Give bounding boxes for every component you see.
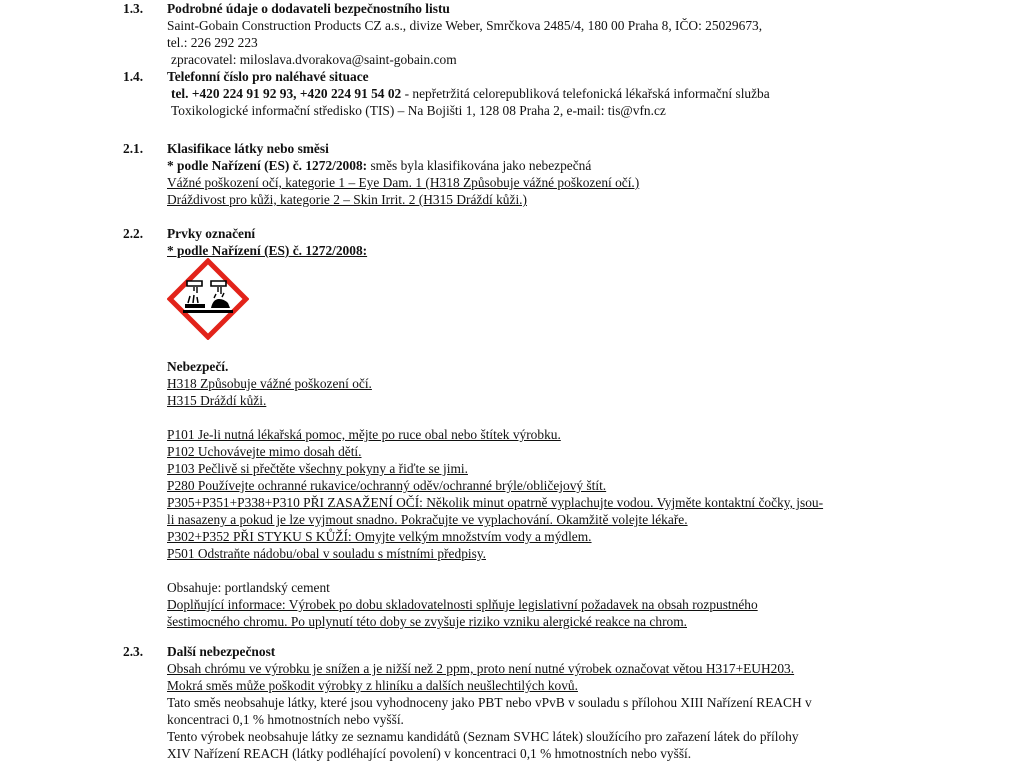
h-statement: H315 Dráždí kůži. bbox=[167, 393, 267, 408]
supplier-contact-email: zpracovatel: miloslava.dvorakova@saint-gobain.com bbox=[171, 52, 457, 67]
supplementary-info: Doplňující informace: Výrobek po dobu skladovatelnosti splňuje legislativní požadavek na obsah rozpustného bbox=[167, 597, 758, 612]
section-number: 2.2. bbox=[123, 226, 144, 241]
emergency-phone-numbers: tel. +420 224 91 92 93, +420 224 91 54 02 bbox=[171, 86, 402, 101]
classification-result: směs byla klasifikována jako nebezpečná bbox=[367, 158, 592, 173]
p-statement: P280 Používejte ochranné rukavice/ochranný oděv/ochranné brýle/obličejový štít. bbox=[167, 478, 607, 493]
p-statement: P102 Uchovávejte mimo dosah dětí. bbox=[167, 444, 362, 459]
chromium-note: Obsah chrómu ve výrobku je snížen a je nižší než 2 ppm, proto není nutné výrobek označovat větou H317+EUH203. bbox=[167, 661, 795, 676]
pbt-statement: koncentraci 0,1 % hmotnostních nebo vyšší. bbox=[167, 712, 404, 727]
contains-statement: Obsahuje: portlandský cement bbox=[167, 580, 330, 595]
h-statement: H318 Způsobuje vážné poškození očí. bbox=[167, 376, 372, 391]
signal-word: Nebezpečí. bbox=[167, 359, 229, 374]
section-title: Další nebezpečnost bbox=[167, 644, 276, 659]
supplier-phone: tel.: 226 292 223 bbox=[167, 35, 258, 50]
p-statement: P501 Odstraňte nádobu/obal v souladu s místními předpisy. bbox=[167, 546, 486, 561]
classification-regulation bbox=[167, 157, 907, 174]
section-title: Klasifikace látky nebo směsi bbox=[167, 141, 329, 156]
classification-eye-dam: Vážné poškození očí, kategorie 1 – Eye Dam. 1 (H318 Způsobuje vážné poškození očí.) bbox=[167, 175, 640, 190]
tis-address: Toxikologické informační středisko (TIS) – Na Bojišti 1, 128 08 Praha 2, e-mail: tis@vfn.cz bbox=[171, 103, 666, 118]
supplier-address: Saint-Gobain Construction Products CZ a.s., divize Weber, Smrčkova 2485/4, 180 00 Praha 8, IČO: 25029673, bbox=[167, 18, 763, 33]
regulation-reference: * podle Nařízení (ES) č. 1272/2008: bbox=[167, 158, 368, 173]
p-statement: P101 Je-li nutná lékařská pomoc, mějte po ruce obal nebo štítek výrobku. bbox=[167, 427, 561, 442]
svhc-statement: XIV Nařízení REACH (látky podléhající povolení) v koncentraci 0,1 % hmotnostních nebo vyšší. bbox=[167, 746, 692, 761]
pbt-statement: Tato směs neobsahuje látky, které jsou vyhodnoceny jako PBT nebo vPvB v souladu s přílohou XIII Nařízení REACH v bbox=[167, 695, 812, 710]
emergency-phone-description: - nepřetržitá celorepubliková telefonická lékařská informační služba bbox=[401, 86, 770, 101]
aluminium-warning: Mokrá směs může poškodit výrobky z hliníku a dalších neušlechtilých kovů. bbox=[167, 678, 578, 693]
emergency-phones bbox=[167, 85, 907, 102]
regulation-reference: * podle Nařízení (ES) č. 1272/2008: bbox=[167, 243, 368, 258]
section-number: 1.3. bbox=[123, 1, 144, 16]
section-number: 2.1. bbox=[123, 141, 144, 156]
supplementary-info: šestimocného chromu. Po uplynutí této doby se zvyšuje riziko vzniku alergické reakce na chrom. bbox=[167, 614, 687, 629]
section-number: 1.4. bbox=[123, 69, 144, 84]
p-statement: P302+P352 PŘI STYKU S KŮŽÍ: Omyjte velkým množstvím vody a mýdlem. bbox=[167, 529, 592, 544]
p-statement: li nasazeny a pokud je lze vyjmout snadno. Pokračujte ve vyplachování. Okamžitě volejte lékaře. bbox=[167, 512, 688, 527]
p-statement: P103 Pečlivě si přečtěte všechny pokyny a řiďte se jimi. bbox=[167, 461, 468, 476]
svhc-statement: Tento výrobek neobsahuje látky ze seznamu kandidátů (Seznam SVHC látek) sloužícího pro zařazení látek do přílohy bbox=[167, 729, 799, 744]
p-statement: P305+P351+P338+P310 PŘI ZASAŽENÍ OČÍ: Několik minut opatrně vyplachujte vodou. Vyjměte kontaktní čočky, jsou- bbox=[167, 495, 824, 510]
section-title: Prvky označení bbox=[167, 226, 256, 241]
section-title: Telefonní číslo pro naléhavé situace bbox=[167, 69, 369, 84]
section-title: Podrobné údaje o dodavateli bezpečnostního listu bbox=[167, 1, 450, 16]
section-number: 2.3. bbox=[123, 644, 144, 659]
classification-skin-irrit: Dráždivost pro kůži, kategorie 2 – Skin Irrit. 2 (H315 Dráždí kůži.) bbox=[167, 192, 527, 207]
corrosion-pictogram-icon bbox=[167, 258, 249, 340]
